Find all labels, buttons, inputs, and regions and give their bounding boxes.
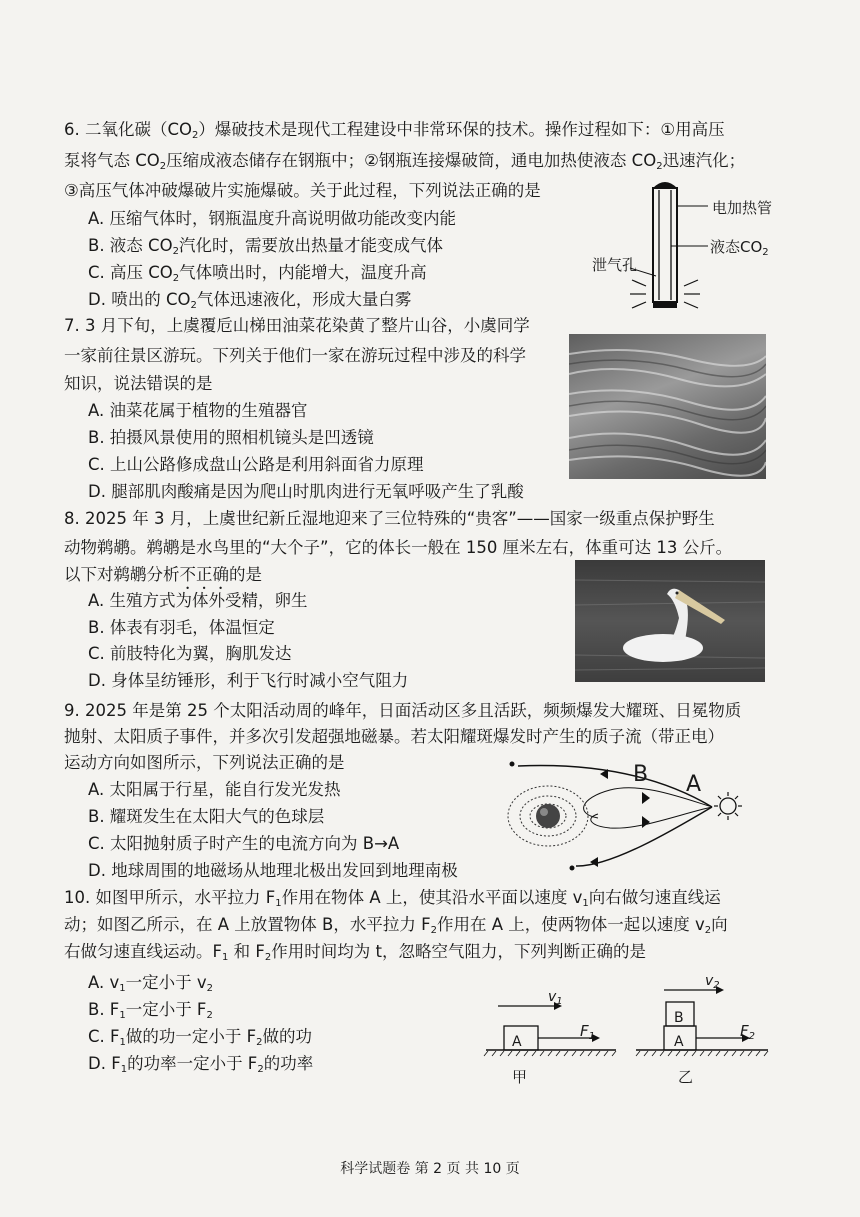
q7-option-b: B. 拍摄风景使用的照相机镜头是凹透镜 [88, 428, 374, 447]
q9-option-c: C. 太阳抛射质子时产生的电流方向为 B→A [88, 834, 400, 853]
q8-line-1: 8. 2025 年 3 月，上虞世纪新丘湿地迎来了三位特殊的“贵客”——国家一级重点保护野生 [64, 509, 715, 528]
q8-option-a: A. 生殖方式为体外受精，卵生 [88, 591, 308, 610]
q10-line-3: 右做匀速直线运动。$F_1$ 和 $F_2$作用时间均为 t，忽略空气阻力，下列判断正确的是 [64, 942, 646, 963]
q7-line-2: 一家前往景区游玩。下列关于他们一家在游玩过程中涉及的科学 [64, 346, 526, 365]
q10-option-c: C. $F_1$做的功一定小于 $F_2$做的功 [88, 1027, 313, 1048]
q9-solar-wind-diagram [500, 752, 760, 882]
q9-option-a: A. 太阳属于行星，能自行发光发热 [88, 780, 341, 799]
q8-option-c: C. 前肢特化为翼，胸肌发达 [88, 644, 292, 663]
q10-option-b: B. $F_1$一定小于 $F_2$ [88, 1000, 213, 1021]
q10-fig-label-jia: 甲 [512, 1068, 528, 1086]
q10-fig-label-a2: A [674, 1034, 684, 1050]
q10-line-1: 10. 如图甲所示，水平拉力 $F_1$作用在物体 A 上，使其沿水平面以速度 $v_1$向右做匀速直线运 [64, 888, 721, 909]
q10-fig-label-f1: $F_1$ [580, 1022, 596, 1042]
q7-option-c: C. 上山公路修成盘山公路是利用斜面省力原理 [88, 455, 424, 474]
q6-option-c: C. 高压 $CO_2$气体喷出时，内能增大，温度升高 [88, 263, 427, 284]
q10-fig-label-v1: $v_1$ [548, 989, 563, 1007]
q9-line-3: 运动方向如图所示，下列说法正确的是 [64, 753, 345, 772]
q6-fig-label-liquid-co2: 液态$CO_2$ [710, 238, 769, 258]
terraced-field-photo [569, 334, 766, 479]
q10-fig-label-v2: $v_2$ [705, 973, 720, 991]
q10-fig-label-f2: $F_2$ [740, 1022, 756, 1042]
q6-line-3: ③高压气体冲破爆破片实施爆破。关于此过程，下列说法正确的是 [64, 181, 541, 200]
q9-line-2: 抛射、太阳质子事件，并多次引发超强地磁暴。若太阳耀斑爆发时产生的质子流（带正电） [64, 727, 724, 746]
pelican-photo [575, 560, 765, 682]
q8-option-d: D. 身体呈纺锤形，利于飞行时减小空气阻力 [88, 671, 409, 690]
q6-fig-label-heater: 电加热管 [712, 199, 773, 217]
q7-line-3: 知识，说法错误的是 [64, 374, 213, 393]
q10-option-a: A. $v_1$一定小于 $v_2$ [88, 973, 214, 994]
q9-fig-label-a: A [686, 772, 702, 797]
q10-fig-label-yi: 乙 [678, 1068, 694, 1086]
q10-option-d: D. $F_1$的功率一定小于 $F_2$的功率 [88, 1054, 314, 1075]
q10-line-2: 动；如图乙所示，在 A 上放置物体 B，水平拉力 $F_2$作用在 A 上，使两物体一起以速度 $v_2$向 [64, 915, 728, 936]
q9-fig-label-b: B [633, 762, 649, 787]
q6-fig-label-vent: 泄气孔 [592, 256, 638, 274]
q9-line-1: 9. 2025 年是第 25 个太阳活动周的峰年，日面活动区多且活跃，频频爆发大耀斑、日冕物质 [64, 701, 742, 720]
page-footer: 科学试题卷 第 2 页 共 10 页 [340, 1161, 520, 1177]
q7-line-1: 7. 3 月下旬，上虞覆卮山梯田油菜花染黄了整片山谷，小虞同学 [64, 316, 530, 335]
q10-fig-label-a1: A [512, 1034, 522, 1050]
q6-line-1: 6. 二氧化碳$(CO_2)$爆破技术是现代工程建设中非常环保的技术。操作过程如下：①用高压 [64, 120, 725, 141]
q8-line-3: 以下对鹈鹕分析不正确的是 [64, 565, 262, 584]
q9-option-d: D. 地球周围的地磁场从地理北极出发回到地理南极 [88, 861, 458, 880]
q10-fig-label-b2: B [674, 1010, 684, 1026]
q6-option-d: D. 喷出的 $CO_2$气体迅速液化，形成大量白雾 [88, 290, 412, 311]
q10-force-diagram [480, 980, 780, 1060]
q6-option-a: A. 压缩气体时，钢瓶温度升高说明做功能改变内能 [88, 209, 456, 228]
q7-option-d: D. 腿部肌肉酸痛是因为爬山时肌肉进行无氧呼吸产生了乳酸 [88, 482, 524, 501]
q6-option-b: B. 液态 $CO_2$汽化时，需要放出热量才能变成气体 [88, 236, 443, 257]
q6-line-2: 泵将气态 $CO_2$压缩成液态储存在钢瓶中；②钢瓶连接爆破筒，通电加热使液态 $CO_2$迅速汽化； [64, 151, 746, 172]
q8-line-2: 动物鹈鹕。鹈鹕是水鸟里的“大个子”，它的体长一般在 150 厘米左右，体重可达 13 公斤。 [64, 538, 733, 557]
q8-option-b: B. 体表有羽毛，体温恒定 [88, 618, 275, 637]
q9-option-b: B. 耀斑发生在太阳大气的色球层 [88, 807, 325, 826]
q7-option-a: A. 油菜花属于植物的生殖器官 [88, 401, 308, 420]
